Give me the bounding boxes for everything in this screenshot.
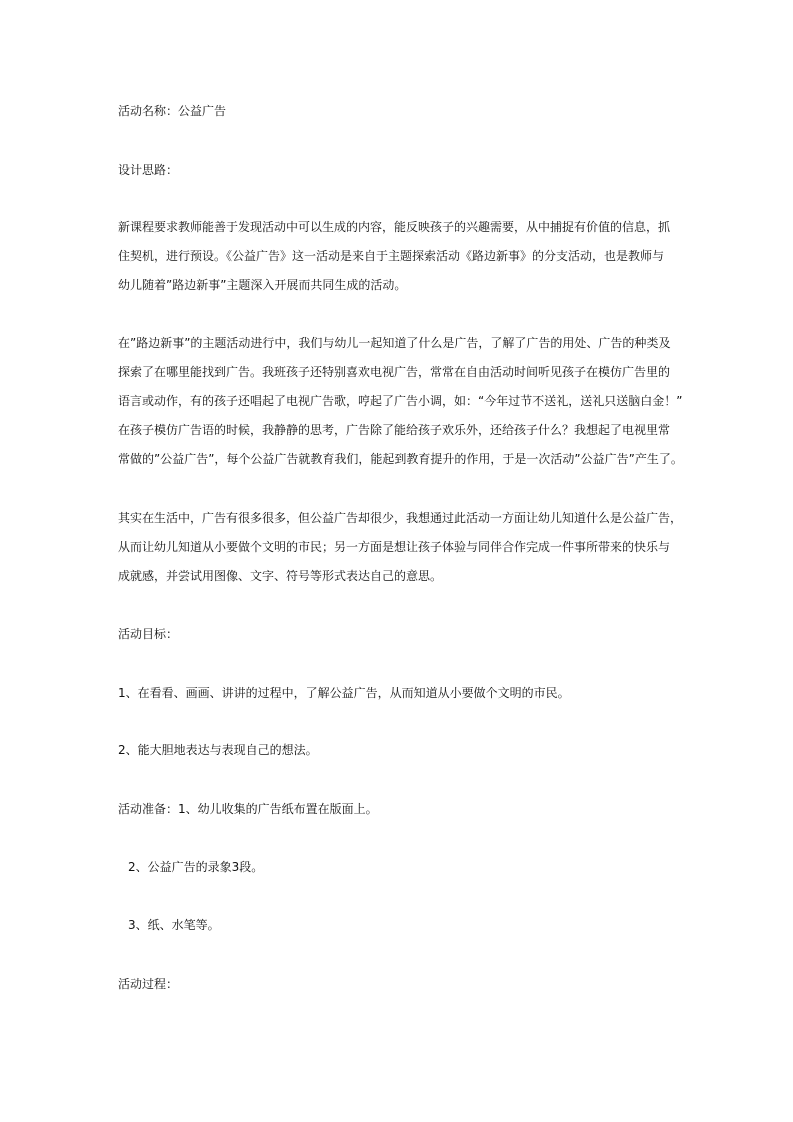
process-heading: 活动过程：	[118, 977, 179, 991]
paragraph-line: 从而让幼儿知道从小要做个文明的市民；另一方面是想让孩子体验与同伴合作完成一件事所带来的快乐与	[118, 540, 671, 554]
paragraph-line: 语言或动作，有的孩子还唱起了电视广告歌，哼起了广告小调，如：“今年过节不送礼，送礼只送脑白金！”	[118, 394, 683, 408]
goal-item: 2、能大胆地表达与表现自己的想法。	[118, 743, 318, 757]
paragraph-line: 探索了在哪里能找到广告。我班孩子还特别喜欢电视广告，常常在自由活动时间听见孩子在模仿广告里的	[118, 365, 671, 379]
paragraph-line: 成就感，并尝试用图像、文字、符号等形式表达自己的意思。	[118, 569, 443, 583]
paragraph-line: 幼儿随着”路边新事”主题深入开展而共同生成的活动。	[118, 278, 407, 292]
goal-item: 1、在看看、画画、讲讲的过程中，了解公益广告，从而知道从小要做个文明的市民。	[118, 686, 570, 700]
paragraph-line: 新课程要求教师能善于发现活动中可以生成的内容，能反映孩子的兴趣需要，从中捕捉有价值的信息，抓	[118, 220, 671, 234]
activity-name: 活动名称：公益广告	[118, 104, 227, 118]
paragraph-line: 在孩子模仿广告语的时候，我静静的思考，广告除了能给孩子欢乐外，还给孩子什么？我想起了电视里常	[118, 423, 671, 437]
paragraph-line: 住契机，进行预设。《公益广告》这一活动是来自于主题探索活动《路边新事》的分支活动，也是教师与	[118, 249, 665, 263]
preparation-item: 3、纸、水笔等。	[128, 918, 220, 932]
paragraph-line: 其实在生活中，广告有很多很多，但公益广告却很少，我想通过此活动一方面让幼儿知道什么是公益广告，	[118, 511, 683, 525]
paragraph-line: 在”路边新事”的主题活动进行中，我们与幼儿一起知道了什么是广告，了解了广告的用处、广告的种类及	[118, 336, 671, 350]
goals-heading: 活动目标：	[118, 627, 179, 641]
paragraph-line: 常做的”公益广告”，每个公益广告就教育我们，能起到教育提升的作用，于是一次活动”公益广告”产生了。	[118, 452, 683, 466]
preparation-item: 活动准备：1、幼儿收集的广告纸布置在版面上。	[118, 802, 378, 816]
preparation-item: 2、公益广告的录象3段。	[128, 860, 264, 874]
design-heading: 设计思路：	[118, 163, 179, 177]
